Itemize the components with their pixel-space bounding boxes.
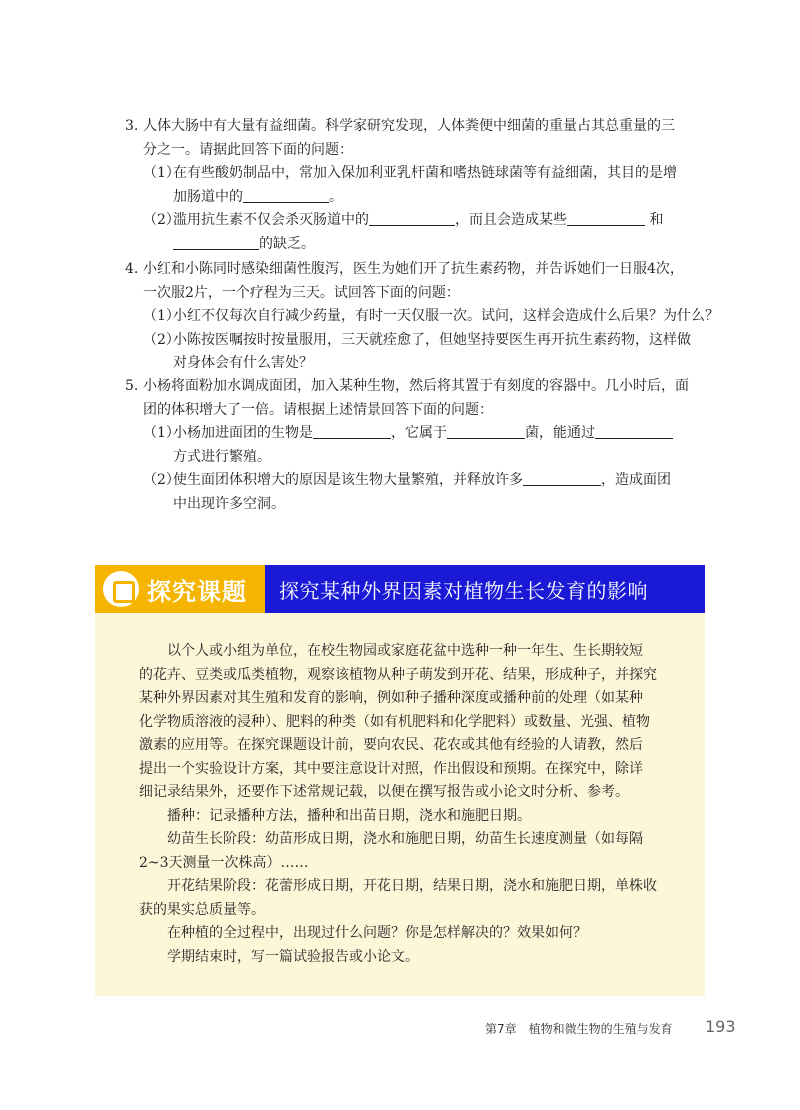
inquiry-banner [95, 565, 705, 613]
text-line: 在种植的全过程中，出现过什么问题？你是怎样解决的？效果如何？ [167, 925, 587, 941]
sub-question-text: 小杨加进面团的生物是 ，它属于 菌，能通过 [173, 422, 673, 446]
inquiry-content-box [95, 613, 705, 996]
question-number: 5. [125, 378, 139, 394]
question-text: 分之一。请据此回答下面的问题： [143, 141, 353, 158]
square-in-circle-icon [103, 571, 139, 607]
banner-title-block [265, 565, 705, 613]
sub-question-number: （2） [143, 212, 180, 228]
sub-question-text: 方式进行繁殖。 [173, 448, 271, 465]
inquiry-paragraph [139, 640, 679, 969]
sub-question-text: 小红不仅每次自行减少药量，有时一天仅服一次。试问，这样会造成什么后果？为什么？ [173, 308, 719, 324]
question-text: 人体大肠中有大量有益细菌。科学家研究发现，人体粪便中细菌的重量占其总重量的三 [143, 118, 675, 134]
sub-question-text: 滥用抗生素不仅会杀灭肠道中的 ，而且会造成某些 和 [173, 212, 664, 228]
question-text: 一次服2片，一个疗程为三天。试回答下面的问题： [143, 284, 460, 301]
question-5 [125, 375, 715, 516]
text-line: 播种：记录播种方法，播种和出苗日期，浇水和施肥日期。 [167, 807, 531, 824]
sub-question-number: （1） [143, 308, 180, 324]
text-line: 某种外界因素对其生殖和发育的影响，例如种子播种深度或播种前的处理（如某种 [139, 690, 643, 706]
answer-blank[interactable] [243, 187, 329, 203]
page-number: 193 [705, 1017, 736, 1036]
sub-question-number: （2） [143, 472, 180, 488]
banner-tag: 探究课题 [147, 578, 247, 606]
chapter-title: 第7章 植物和微生物的生殖与发育 [485, 1022, 673, 1036]
sub-question-number: （1） [143, 165, 180, 181]
answer-blank[interactable] [313, 423, 391, 439]
sub-question-text: 加肠道中的 。 [173, 188, 343, 205]
sub-question-number: （1） [143, 425, 180, 441]
question-text: 小杨将面粉加水调成面团，加入某种生物，然后将其置于有刻度的容器中。几小时后，面 [143, 378, 689, 394]
sub-question-text: 对身体会有什么害处？ [173, 355, 313, 371]
text-line: 获的果实总质量等。 [139, 901, 265, 918]
sub-question-text: 的缺乏。 [173, 233, 315, 257]
question-text: 团的体积增大了一倍。请根据上述情景回答下面的问题： [143, 401, 493, 418]
question-number: 3. [125, 118, 139, 134]
text-line: 2~3天测量一次株高）…… [139, 854, 309, 871]
question-4 [125, 258, 719, 376]
answer-blank[interactable] [567, 210, 645, 226]
answer-blank[interactable] [173, 234, 259, 250]
answer-blank[interactable] [369, 210, 455, 226]
question-number: 4. [125, 261, 139, 277]
text-line: 提出一个实验设计方案，其中要注意设计对照，作出假设和预期。在探究中，除详 [139, 760, 643, 777]
answer-blank[interactable] [595, 423, 673, 439]
text-line: 学期结束时，写一篇试验报告或小论文。 [167, 948, 419, 965]
question-3 [125, 115, 715, 256]
banner-title: 探究某种外界因素对植物生长发育的影响 [279, 579, 648, 603]
question-text: 小红和小陈同时感染细菌性腹泻，医生为她们开了抗生素药物，并告诉她们一日服4次， [143, 261, 684, 277]
answer-blank[interactable] [447, 423, 525, 439]
text-line: 以个人或小组为单位，在校生物园或家庭花盆中选种一种一年生、生长期较短 [167, 643, 643, 659]
text-line: 激素的应用等。在探究课题设计前，要向农民、花农或其他有经验的人请教，然后 [139, 737, 643, 753]
text-line: 开花结果阶段：花蕾形成日期，开花日期，结果日期，浇水和施肥日期，单株收 [167, 878, 657, 894]
sub-question-text: 中出现许多空洞。 [173, 495, 285, 512]
text-line: 化学物质溶液的浸种）、肥料的种类（如有机肥料和化学肥料）或数量、光强、植物 [139, 713, 650, 730]
sub-question-text: 使生面团体积增大的原因是该生物大量繁殖，并释放许多 ，造成面团 [173, 472, 671, 488]
sub-question-number: （2） [143, 331, 180, 348]
text-line: 的花卉、豆类或瓜类植物，观察该植物从种子萌发到开花、结果，形成种子，并探究 [139, 666, 657, 683]
sub-question-text: 在有些酸奶制品中，常加入保加利亚乳杆菌和嗜热链球菌等有益细菌，其目的是增 [173, 165, 677, 181]
text-line: 幼苗生长阶段：幼苗形成日期，浇水和施肥日期，幼苗生长速度测量（如每隔 [167, 831, 643, 847]
answer-blank[interactable] [523, 470, 601, 486]
banner-tag-block [95, 565, 265, 613]
text-line: 细记录结果外，还要作下述常规记载，以便在撰写报告或小论文时分析、参考。 [139, 784, 629, 800]
sub-question-text: 小陈按医嘱按时按量服用，三天就痊愈了，但她坚持要医生再开抗生素药物，这样做 [173, 331, 691, 348]
